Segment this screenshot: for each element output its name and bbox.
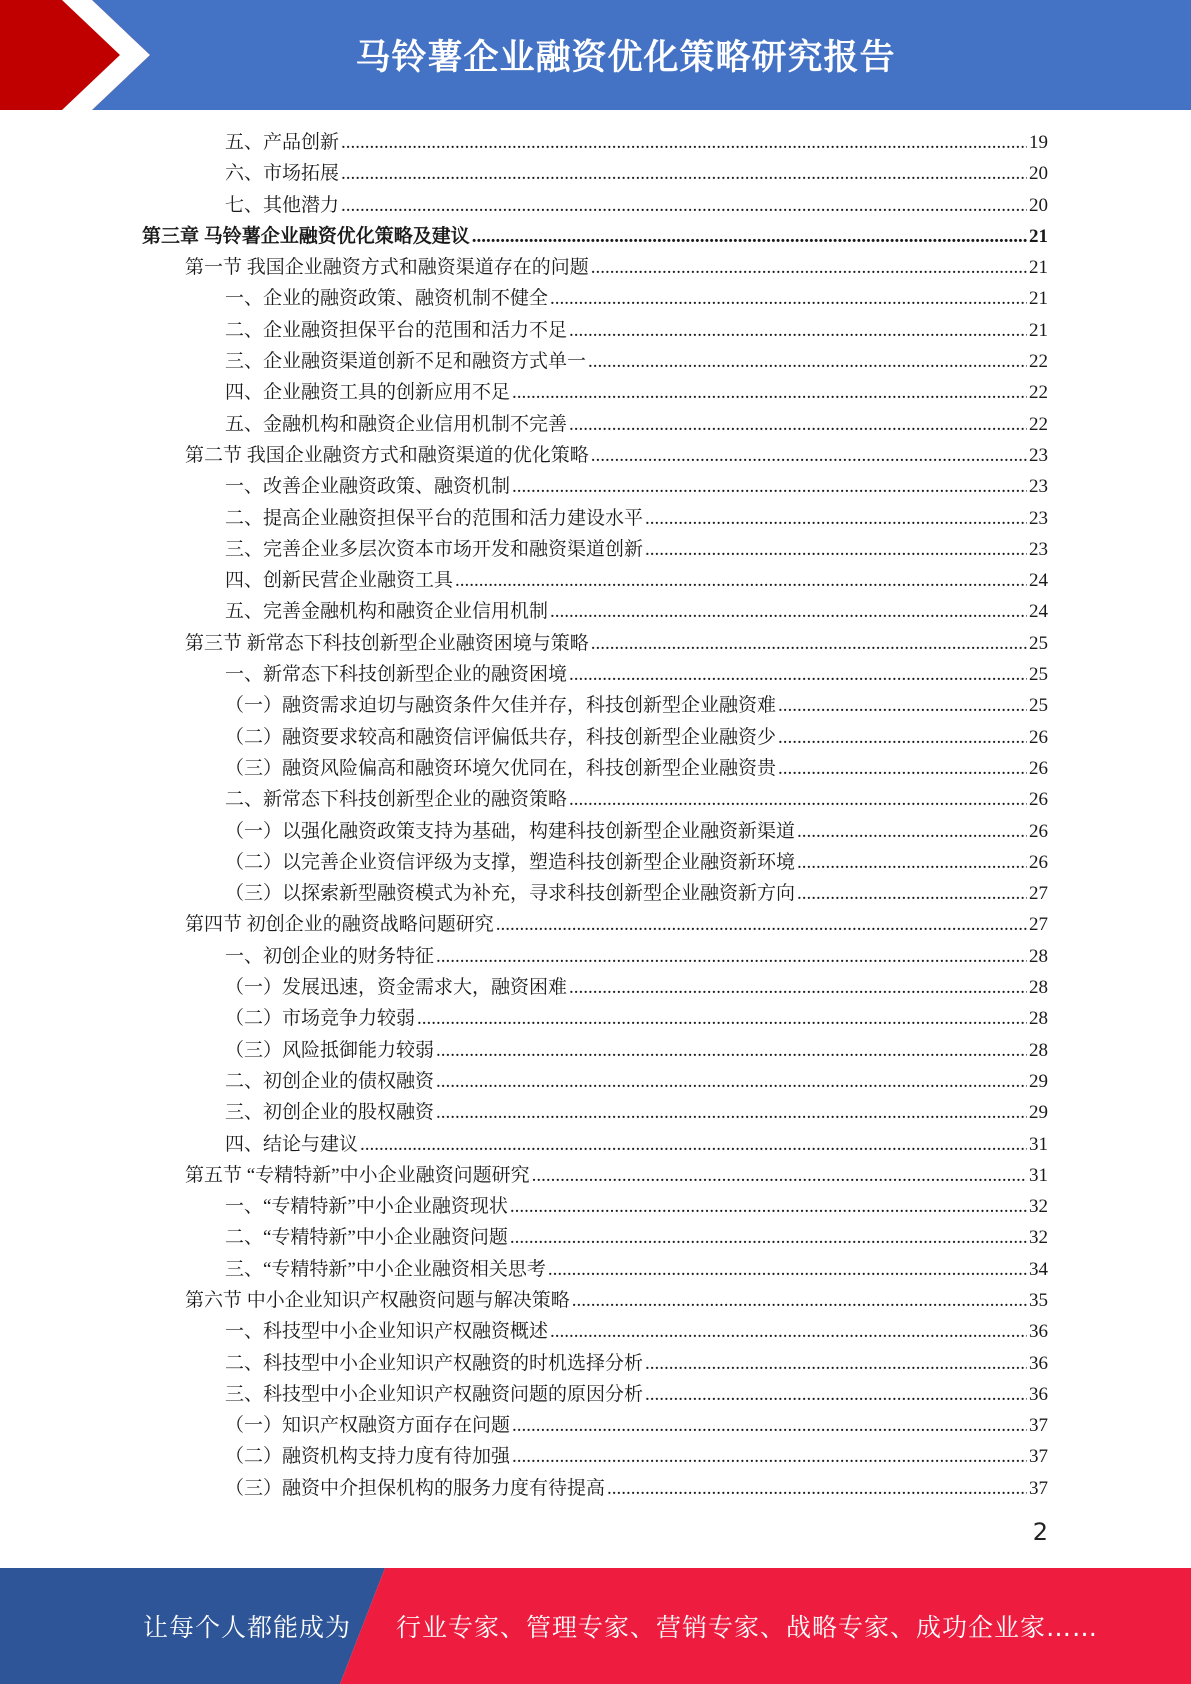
toc-entry-page: 31 — [1029, 1164, 1048, 1186]
toc-entry-label: 二、提高企业融资担保平台的范围和活力建设水平 — [225, 507, 644, 529]
toc-entry[interactable] — [225, 784, 1048, 815]
toc-leader-dots — [360, 1129, 1027, 1160]
toc-entry-page: 24 — [1029, 570, 1048, 592]
toc-leader-dots — [797, 816, 1027, 847]
toc-leader-dots — [569, 784, 1027, 815]
toc-entry[interactable] — [185, 1160, 1048, 1191]
toc-entry[interactable] — [225, 190, 1048, 221]
toc-leader-dots — [645, 503, 1027, 534]
toc-entry-label: 二、新常态下科技创新型企业的融资策略 — [225, 789, 568, 811]
toc-entry-label: 二、“专精特新”中小企业融资问题 — [225, 1227, 508, 1249]
page-number: 2 — [1032, 1518, 1048, 1546]
toc-leader-dots — [645, 534, 1027, 565]
toc-entry-label: 三、“专精特新”中小企业融资相关思考 — [225, 1258, 546, 1280]
toc-entry-page: 35 — [1029, 1289, 1048, 1311]
toc-entry-label: 五、产品创新 — [225, 132, 340, 153]
toc-entry-label: 第六节 中小企业知识产权融资问题与解决策略 — [185, 1289, 570, 1311]
toc-entry-label: （二）市场竞争力较弱 — [225, 1008, 416, 1030]
toc-leader-dots — [436, 1097, 1027, 1128]
toc-entry-page: 28 — [1029, 1039, 1048, 1061]
toc-entry-page: 21 — [1029, 225, 1048, 247]
toc-entry[interactable] — [225, 659, 1048, 690]
toc-entry-label: （一）发展迅速，资金需求大，融资困难 — [225, 977, 568, 999]
toc-leader-dots — [341, 190, 1027, 221]
toc-entry-label: 二、初创企业的债权融资 — [225, 1070, 435, 1092]
toc-entry-label: （一）融资需求迫切与融资条件欠佳并存，科技创新型企业融资难 — [225, 695, 777, 717]
toc-entry-label: 六、市场拓展 — [225, 163, 340, 185]
toc-entry-page: 27 — [1029, 914, 1048, 936]
toc-entry[interactable] — [225, 722, 1048, 753]
toc-entry-page: 20 — [1029, 194, 1048, 216]
toc-leader-dots — [569, 659, 1027, 690]
toc-leader-dots — [512, 377, 1027, 408]
toc-leader-dots — [588, 346, 1027, 377]
toc-entry-label: 五、完善金融机构和融资企业信用机制 — [225, 601, 549, 623]
toc-entry-label: 四、企业融资工具的创新应用不足 — [225, 382, 511, 404]
toc-entry-label: 一、企业的融资政策、融资机制不健全 — [225, 288, 549, 310]
toc-leader-dots — [341, 158, 1027, 189]
toc-entry-page: 21 — [1029, 288, 1048, 310]
toc-entry[interactable] — [225, 941, 1048, 972]
toc-entry[interactable] — [225, 409, 1048, 440]
toc-leader-dots — [417, 1003, 1027, 1034]
toc-entry-page: 23 — [1029, 476, 1048, 498]
toc-leader-dots — [512, 1441, 1027, 1472]
header-banner — [0, 0, 1191, 110]
toc-entry-label: 二、企业融资担保平台的范围和活力不足 — [225, 319, 568, 341]
toc-entry-page: 21 — [1029, 257, 1048, 279]
toc-entry-label: 二、科技型中小企业知识产权融资的时机选择分析 — [225, 1352, 644, 1374]
toc-leader-dots — [455, 565, 1027, 596]
toc-leader-dots — [512, 471, 1027, 502]
toc-entry[interactable] — [225, 1222, 1048, 1253]
toc-leader-dots — [645, 1348, 1027, 1379]
toc-entry[interactable] — [225, 565, 1048, 596]
toc-entry-page: 37 — [1029, 1415, 1048, 1437]
toc-entry[interactable] — [225, 816, 1048, 847]
toc-entry[interactable] — [225, 1379, 1048, 1410]
toc-entry-label: 四、结论与建议 — [225, 1133, 359, 1155]
toc-entry-page: 22 — [1029, 382, 1048, 404]
toc-entry-page: 25 — [1029, 664, 1048, 686]
toc-entry[interactable] — [225, 972, 1048, 1003]
toc-entry-page: 29 — [1029, 1070, 1048, 1092]
toc-entry-page: 26 — [1029, 726, 1048, 748]
toc-leader-dots — [591, 628, 1027, 659]
toc-entry-page: 29 — [1029, 1102, 1048, 1124]
toc-leader-dots — [645, 1379, 1027, 1410]
toc-leader-dots — [436, 941, 1027, 972]
toc-entry[interactable] — [225, 158, 1048, 189]
toc-entry-page: 26 — [1029, 757, 1048, 779]
toc-entry-page: 19 — [1029, 132, 1048, 153]
toc-entry-label: 三、科技型中小企业知识产权融资问题的原因分析 — [225, 1383, 644, 1405]
toc-entry-page: 31 — [1029, 1133, 1048, 1155]
toc-entry[interactable] — [225, 471, 1048, 502]
toc-entry-label: 一、科技型中小企业知识产权融资概述 — [225, 1321, 549, 1343]
toc-leader-dots — [532, 1160, 1027, 1191]
toc-entry-page: 36 — [1029, 1321, 1048, 1343]
toc-entry-page: 26 — [1029, 851, 1048, 873]
toc-entry-page: 28 — [1029, 977, 1048, 999]
toc-entry-page: 34 — [1029, 1258, 1048, 1280]
toc-entry-label: 第四节 初创企业的融资战略问题研究 — [185, 914, 494, 936]
toc-entry-label: （二）以完善企业资信评级为支撑，塑造科技创新型企业融资新环境 — [225, 851, 796, 873]
toc-leader-dots — [569, 409, 1027, 440]
toc-leader-dots — [496, 909, 1027, 940]
toc-entry-page: 21 — [1029, 319, 1048, 341]
toc-entry-page: 32 — [1029, 1196, 1048, 1218]
toc-leader-dots — [341, 127, 1027, 158]
toc-entry-page: 28 — [1029, 1008, 1048, 1030]
toc-entry-label: （三）融资中介担保机构的服务力度有待提高 — [225, 1477, 606, 1499]
toc-entry[interactable] — [185, 252, 1048, 283]
toc-entry-label: 五、金融机构和融资企业信用机制不完善 — [225, 413, 568, 435]
toc-entry-page: 36 — [1029, 1352, 1048, 1374]
toc-leader-dots — [569, 315, 1027, 346]
toc-entry-label: 第五节 “专精特新”中小企业融资问题研究 — [185, 1164, 530, 1186]
toc-entry-label: （二）融资要求较高和融资信评偏低共存，科技创新型企业融资少 — [225, 726, 777, 748]
toc-entry-label: 七、其他潜力 — [225, 194, 340, 216]
toc-entry-label: （一）知识产权融资方面存在问题 — [225, 1415, 511, 1437]
toc-entry[interactable] — [225, 1254, 1048, 1285]
toc-entry-page: 37 — [1029, 1477, 1048, 1499]
toc-entry-label: （一）以强化融资政策支持为基础，构建科技创新型企业融资新渠道 — [225, 820, 796, 842]
toc-entry[interactable] — [225, 283, 1048, 314]
toc-leader-dots — [512, 1410, 1027, 1441]
toc-entry-page: 36 — [1029, 1383, 1048, 1405]
toc-leader-dots — [607, 1473, 1027, 1504]
toc-leader-dots — [797, 878, 1027, 909]
toc-entry[interactable] — [142, 221, 1048, 252]
toc-entry-page: 26 — [1029, 789, 1048, 811]
toc-leader-dots — [472, 221, 1027, 252]
toc-entry-page: 22 — [1029, 413, 1048, 435]
toc-entry[interactable] — [225, 847, 1048, 878]
toc-entry[interactable] — [225, 1348, 1048, 1379]
footer-banner — [0, 1568, 1191, 1684]
toc-entry[interactable] — [225, 315, 1048, 346]
toc-leader-dots — [569, 972, 1027, 1003]
table-of-contents — [0, 127, 1191, 1504]
toc-leader-dots — [797, 847, 1027, 878]
toc-entry-page: 37 — [1029, 1446, 1048, 1468]
toc-entry[interactable] — [185, 628, 1048, 659]
toc-leader-dots — [591, 440, 1027, 471]
toc-entry[interactable] — [225, 346, 1048, 377]
toc-entry-page: 32 — [1029, 1227, 1048, 1249]
document-title: 马铃薯企业融资优化策略研究报告 — [355, 38, 896, 78]
toc-entry[interactable] — [225, 127, 1048, 158]
toc-entry[interactable] — [225, 878, 1048, 909]
toc-entry[interactable] — [225, 690, 1048, 721]
toc-entry[interactable] — [225, 1473, 1048, 1504]
toc-entry[interactable] — [225, 1066, 1048, 1097]
toc-leader-dots — [510, 1191, 1027, 1222]
toc-entry-label: 三、企业融资渠道创新不足和融资方式单一 — [225, 351, 587, 373]
toc-entry-page: 28 — [1029, 945, 1048, 967]
toc-entry-label: 三、完善企业多层次资本市场开发和融资渠道创新 — [225, 538, 644, 560]
toc-entry-page: 26 — [1029, 820, 1048, 842]
toc-entry[interactable] — [225, 503, 1048, 534]
toc-entry[interactable] — [225, 753, 1048, 784]
toc-entry[interactable] — [225, 1441, 1048, 1472]
toc-leader-dots — [550, 283, 1027, 314]
toc-entry-label: 一、改善企业融资政策、融资机制 — [225, 476, 511, 498]
toc-leader-dots — [550, 1316, 1027, 1347]
toc-entry-page: 20 — [1029, 163, 1048, 185]
toc-leader-dots — [436, 1035, 1027, 1066]
toc-entry[interactable] — [225, 1410, 1048, 1441]
toc-entry-label: 第三章 马铃薯企业融资优化策略及建议 — [142, 225, 470, 247]
toc-entry-page: 23 — [1029, 538, 1048, 560]
toc-entry-page: 25 — [1029, 632, 1048, 654]
toc-leader-dots — [572, 1285, 1027, 1316]
toc-leader-dots — [548, 1254, 1027, 1285]
toc-entry[interactable] — [185, 909, 1048, 940]
toc-entry-label: 一、“专精特新”中小企业融资现状 — [225, 1196, 508, 1218]
toc-entry-label: 三、初创企业的股权融资 — [225, 1102, 435, 1124]
toc-leader-dots — [591, 252, 1027, 283]
toc-entry[interactable] — [185, 1285, 1048, 1316]
toc-entry-page: 23 — [1029, 444, 1048, 466]
toc-entry[interactable] — [225, 534, 1048, 565]
toc-entry-page: 27 — [1029, 883, 1048, 905]
toc-entry-label: （二）融资机构支持力度有待加强 — [225, 1446, 511, 1468]
toc-entry[interactable] — [225, 1097, 1048, 1128]
toc-leader-dots — [550, 596, 1027, 627]
toc-leader-dots — [436, 1066, 1027, 1097]
toc-entry-label: （三）以探索新型融资模式为补充，寻求科技创新型企业融资新方向 — [225, 883, 796, 905]
toc-entry-label: 第二节 我国企业融资方式和融资渠道的优化策略 — [185, 444, 589, 466]
toc-entry-page: 25 — [1029, 695, 1048, 717]
toc-entry[interactable] — [225, 377, 1048, 408]
toc-entry-label: 一、新常态下科技创新型企业的融资困境 — [225, 664, 568, 686]
toc-entry[interactable] — [225, 1129, 1048, 1160]
toc-entry-page: 23 — [1029, 507, 1048, 529]
toc-entry[interactable] — [225, 1191, 1048, 1222]
toc-entry-label: （三）融资风险偏高和融资环境欠优同在，科技创新型企业融资贵 — [225, 757, 777, 779]
toc-entry-page: 24 — [1029, 601, 1048, 623]
footer-slogan-left: 让每个人都能成为 — [143, 1613, 352, 1642]
footer-slogan-right: 行业专家、管理专家、营销专家、战略专家、成功企业家…… — [396, 1613, 1099, 1642]
toc-leader-dots — [778, 722, 1027, 753]
toc-entry-label: （三）风险抵御能力较弱 — [225, 1039, 435, 1061]
toc-entry-label: 一、初创企业的财务特征 — [225, 945, 435, 967]
toc-entry-page: 22 — [1029, 351, 1048, 373]
toc-entry[interactable] — [225, 1003, 1048, 1034]
toc-entry[interactable] — [225, 596, 1048, 627]
toc-entry[interactable] — [225, 1035, 1048, 1066]
toc-entry-label: 四、创新民营企业融资工具 — [225, 570, 454, 592]
toc-entry[interactable] — [185, 440, 1048, 471]
toc-entry-label: 第三节 新常态下科技创新型企业融资困境与策略 — [185, 632, 589, 654]
toc-leader-dots — [778, 690, 1027, 721]
toc-leader-dots — [510, 1222, 1027, 1253]
toc-entry-label: 第一节 我国企业融资方式和融资渠道存在的问题 — [185, 257, 589, 279]
toc-leader-dots — [778, 753, 1027, 784]
toc-entry[interactable] — [225, 1316, 1048, 1347]
